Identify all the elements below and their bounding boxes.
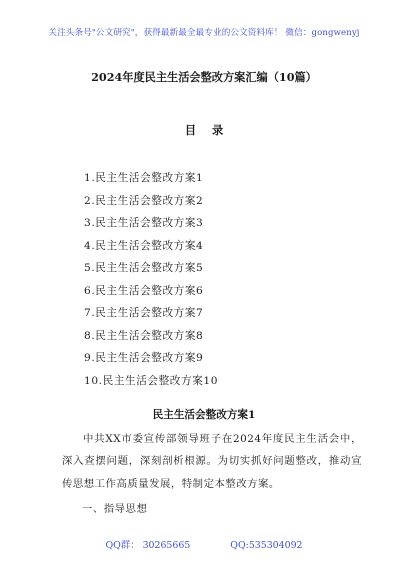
toc-item: 4.民主生活会整改方案4 xyxy=(84,239,204,252)
table-of-contents xyxy=(84,170,218,395)
body-paragraph: 中共XX市委宣传部领导班子在2024年度民主生活会中，深入查摆问题，深刻剖析根源。为切实抓好问题整改，推动宣传思想工作高质量发展，特制定本整改方案。 xyxy=(62,433,362,490)
sub-heading: 一、指导思想 xyxy=(82,503,148,515)
toc-item: 9.民主生活会整改方案9 xyxy=(84,352,204,364)
toc-item: 3.民主生活会整改方案3 xyxy=(84,217,204,229)
toc-item: 10.民主生活会整改方案10 xyxy=(84,374,219,387)
section-title: 民主生活会整改方案1 xyxy=(152,409,256,421)
toc-item: 8.民主生活会整改方案8 xyxy=(84,329,204,342)
toc-item: 7.民主生活会整改方案7 xyxy=(84,307,204,319)
qq-group-text: QQ群： 30265665 xyxy=(105,540,191,551)
toc-item: 6.民主生活会整改方案6 xyxy=(84,284,204,297)
toc-heading: 目 录 xyxy=(184,123,230,137)
qq-text: QQ:535304092 xyxy=(230,540,303,551)
header-notice: 关注头条号"公文研究"，获得最新最全最专业的公文资料库！ 微信：gongwenyj xyxy=(48,28,360,38)
toc-item: 2.民主生活会整改方案2 xyxy=(84,194,204,207)
toc-item: 1.民主生活会整改方案1 xyxy=(84,172,204,184)
document-title: 2024年度民主生活会整改方案汇编（10篇） xyxy=(91,70,317,84)
toc-item: 5.民主生活会整改方案5 xyxy=(84,262,204,274)
footer-contact xyxy=(0,537,408,551)
